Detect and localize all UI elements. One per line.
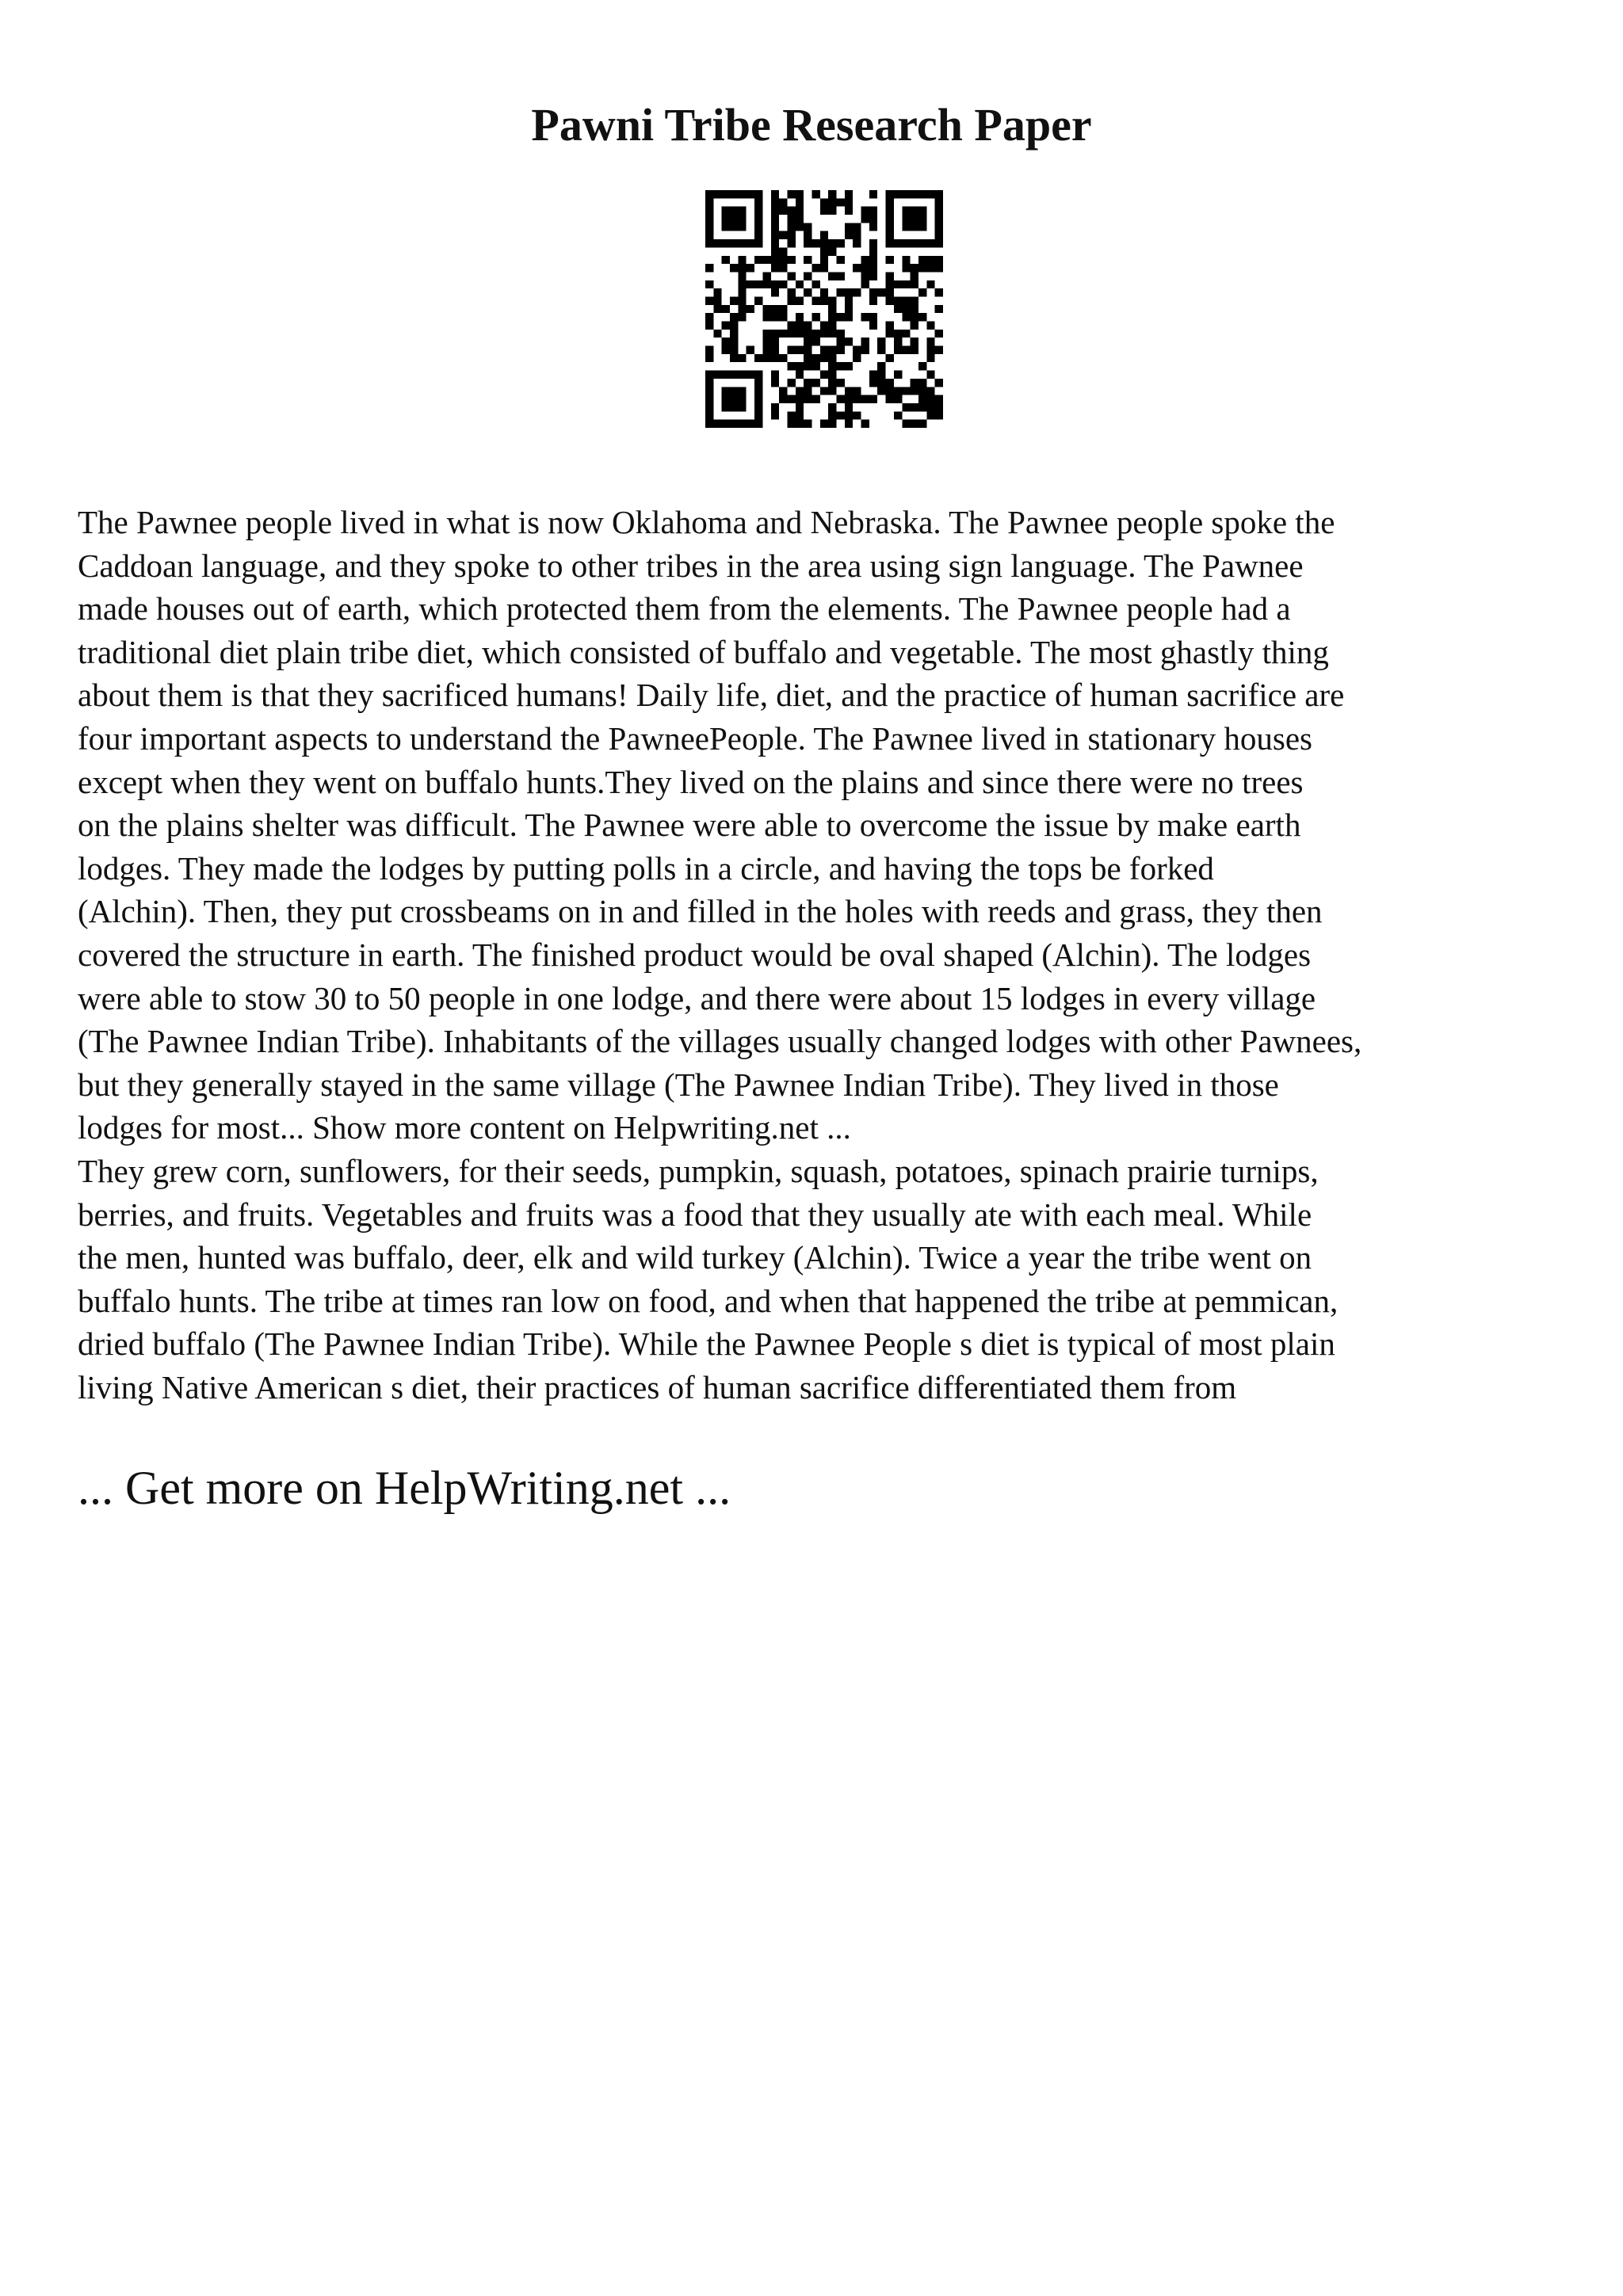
get-more-link[interactable]: ... Get more on HelpWriting.net ...: [78, 1462, 731, 1514]
paragraph: The Pawnee people lived in what is now Oklahoma and Nebraska. The Pawnee people spoke the Caddoan language, and they spoke to other tribes in the area using sign language. The Pawnee made houses out of earth, which protected them from the elements. The Pawnee people had a traditional diet plain tribe diet, which consisted of buffalo and vegetable. The most ghastly thing about them is that they sacrificed humans! Daily life, diet, and the practice of human sacrifice are four important aspects to understand the PawneePeople. The Pawnee lived in stationary houses except when they went on buffalo hunts.They lived on the plains and since there were no trees on the plains shelter was difficult. The Pawnee were able to overcome the issue by make earth lodges. They made the lodges by putting polls in a circle, and having the tops be forked (Alchin). Then, they put crossbeams on in and filled in the holes with reeds and grass, they then covered the structure in earth. The finished product would be oval shaped (Alchin). The lodges were able to stow 30 to 50 people in one lodge, and there were about 15 lodges in every village (The Pawnee Indian Tribe). Inhabitants of the villages usually changed lodges with other Pawnees, but they generally stayed in the same village (The Pawnee Indian Tribe). They lived in those lodges for most... Show more content on Helpwriting.net ...: [78, 504, 1362, 1146]
paragraph: They grew corn, sunflowers, for their seeds, pumpkin, squash, potatoes, spinach prairie turnips, berries, and fruits. Vegetables and fruits was a food that they usually ate with each meal. While the men, hunted was buffalo, deer, elk and wild turkey (Alchin). Twice a year the tribe went on buffalo hunts. The tribe at times ran low on food, and when that happened the tribe at pemmican, dried buffalo (The Pawnee Indian Tribe). While the Pawnee People s diet is typical of most plain living Native American s diet, their practices of human sacrifice differentiated them from: [78, 1152, 1338, 1405]
document-body: [78, 501, 1568, 1409]
page-title: Pawni Tribe Research Paper: [531, 99, 1092, 151]
qr-code-icon: [705, 190, 943, 428]
